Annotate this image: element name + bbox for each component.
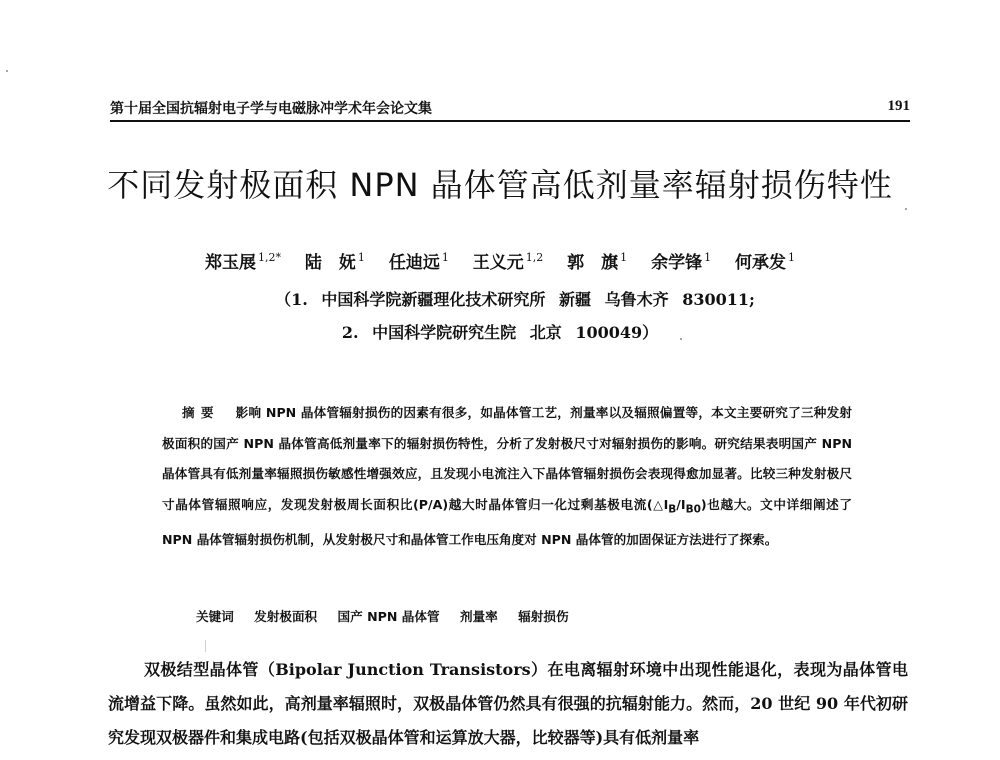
abstract-label: 摘要 (182, 405, 220, 420)
running-header (110, 96, 910, 122)
author: 郭 旗 $^1$ (567, 251, 628, 273)
author-affiliation-mark: 1 (788, 251, 796, 265)
author-affiliation-mark: 1 (357, 251, 365, 265)
scan-speck (905, 208, 907, 210)
keyword: 发射极面积 (254, 609, 318, 624)
affiliation-line-2: 2. 中国科学院研究生院 北京 100049） (341, 323, 659, 342)
scan-speck (680, 338, 682, 340)
abstract (162, 398, 852, 555)
author: 余学锋 $^1$ (651, 251, 712, 273)
author-affiliation-mark: 1,2* (257, 251, 281, 265)
keyword: 辐射损伤 (518, 609, 569, 624)
keyword: 国产 NPN 晶体管 (337, 609, 440, 624)
author-list (0, 248, 1000, 273)
keywords-label: 关键词 (196, 609, 234, 624)
author: 王义元 $^{1,2}$ (472, 251, 544, 273)
scan-mark (205, 640, 206, 652)
keyword: 剂量率 (459, 609, 498, 624)
paper-title: 不同发射极面积 NPN 晶体管高低剂量率辐射损伤特性 (107, 166, 893, 204)
page-number: 191 (887, 98, 910, 114)
body-paragraph: 双极结型晶体管（Bipolar Junction Transistors）在电离辐射环境中出现性能退化，表现为晶体管电流增益下降。虽然如此，高剂量率辐照时，双极晶体管仍然具有很强的抗辐射能力。然而，20 世纪 90 年代初研究发现双极器件和集成电路(包括双极晶体管和运算放大器，比较器等)具有低剂量率 (108, 660, 908, 747)
affiliation-line-1: （1. 中国科学院新疆理化技术研究所 新疆 乌鲁木齐 830011; (275, 290, 755, 309)
author-affiliation-mark: 1 (620, 251, 628, 265)
author: 任迪远 $^1$ (388, 251, 449, 273)
author: 郑玉展 $^{1,2*}$ (204, 251, 281, 273)
author-affiliation-mark: 1 (441, 251, 449, 265)
abstract-text: 影响 NPN 晶体管辐射损伤的因素有很多，如晶体管工艺，剂量率以及辐照偏置等，本文主要研究了三种发射极面积的国产 NPN 晶体管高低剂量率下的辐射损伤特性，分析了发射极尺寸对辐射损伤的影响。研究结果表明国产 NPN 晶体管具有低剂量率辐照损伤敏感性增强效应，且发现小电流注入下晶体管辐射损伤会表现得愈加显著。比较三种发射极尺寸晶体管辐照响应，发现发射极周长面积比(P/A)越大时晶体管归一化过剩基极电流(△I (162, 405, 852, 512)
running-header-title: 第十届全国抗辐射电子学与电磁脉冲学术年会论文集 (110, 101, 432, 117)
author: 何承发 $^1$ (735, 251, 796, 273)
abstract-subscript: B0 (685, 503, 701, 516)
abstract-subscript: B (668, 503, 677, 516)
author: 陆 妩 $^1$ (304, 251, 365, 273)
scan-speck (6, 70, 8, 72)
author-affiliation-mark: 1 (704, 251, 712, 265)
abstract-text: /I (676, 496, 686, 512)
author-affiliation-mark: 1,2 (525, 251, 544, 265)
abstract-text: )也越大。文中详细阐述了 NPN 晶体管辐射损伤机制，从发射极尺寸和晶体管工作电压角度对 NPN 晶体管的加固保证方法进行了探索。 (162, 496, 852, 547)
keywords (196, 606, 856, 625)
